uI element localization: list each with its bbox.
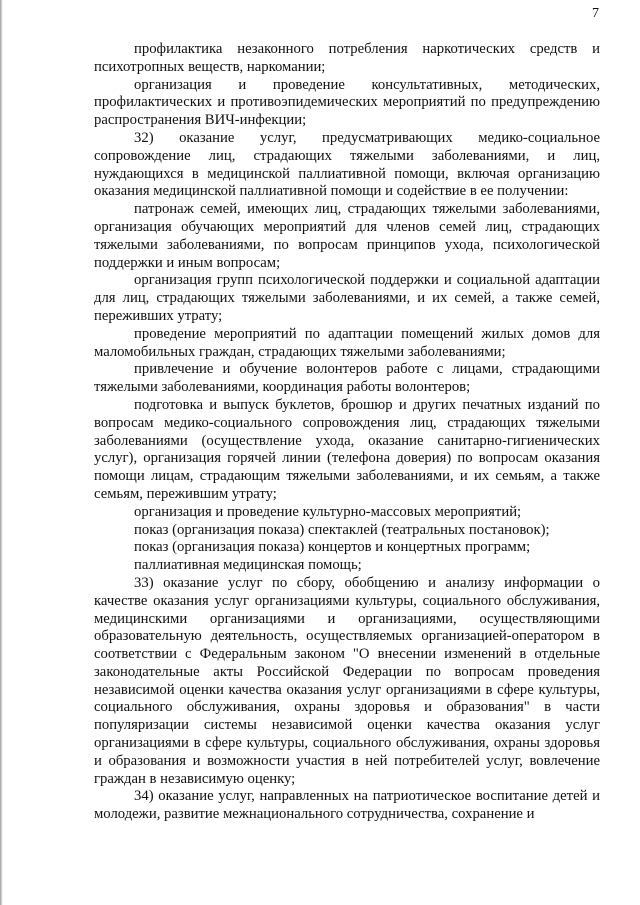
paragraph: патронаж семей, имеющих лиц, страдающих тяжелыми заболеваниями, организация обучающих мероприятий для членов семей лиц, страдающих тяжелыми заболеваниями, по вопросам принципов ухода, психологической поддержки и иным вопросам; [94,201,600,271]
scan-edge [0,0,3,905]
paragraph: организация групп психологической поддержки и социальной адаптации для лиц, страдающих тяжелыми заболеваниями, и их семей, а также семей, переживших утрату; [94,272,600,324]
document-body [94,41,600,824]
paragraph: показ (организация показа) спектаклей (театральных постановок); [134,521,550,538]
paragraph: организация и проведение культурно-массовых мероприятий; [134,503,522,520]
paragraph: 32) оказание услуг, предусматривающих медико-социальное сопровождение лиц, страдающих тяжелыми заболеваниями, и лиц, нуждающихся в медицинской паллиативной помощи, включая организацию оказания медицинской паллиативной помощи и содействие в ее получении: [94,129,600,200]
paragraph: 34) оказание услуг, направленных на патриотическое воспитание детей и молодежи, развитие межнационального сотрудничества, сохранение и [94,788,600,823]
paragraph: привлечение и обучение волонтеров работе с лицами, страдающими тяжелыми заболеваниями, координация работы волонтеров; [94,361,600,396]
paragraph: организация и проведение консультативных, методических, профилактических и противоэпидемических мероприятий по предупреждению распространения ВИЧ-инфекции; [94,76,600,129]
paragraph: профилактика незаконного потребления наркотических средств и психотропных веществ, наркомании; [94,41,600,75]
paragraph: подготовка и выпуск буклетов, брошюр и других печатных изданий по вопросам медико-социального сопровождения лиц, страдающих тяжелыми заболеваниями (осуществление ухода, оказание санитарно-гигиенических услуг), организация горячей линии (телефона доверия) по вопросам оказания помощи лицам, страдающим тяжелыми заболеваниями, и их семьям, а также семьям, пережившим утрату; [94,396,600,502]
paragraph: проведение мероприятий по адаптации помещений жилых домов для маломобильных граждан, страдающих тяжелыми заболеваниями; [94,325,600,360]
paragraph: показ (организация показа) концертов и концертных программ; [134,539,531,556]
page-number: 7 [592,6,599,21]
paragraph: паллиативная медицинская помощь; [134,557,362,574]
paragraph: 33) оказание услуг по сбору, обобщению и анализу информации о качестве оказания услуг организациями культуры, социального обслуживания, медицинскими организациями и организациями, осуществляющими образовательную деятельность, осуществляемых организацией-оператором в соответствии с Федеральным законом "О внесении изменений в отдельные законодательные акты Российской Федерации по вопросам проведения независимой оценки качества оказания услуг организациями в сфере культуры, социального обслуживания, охраны здоровья и образования" в части популяризации системы независимой оценки качества оказания услуг организациями в сфере культуры, социального обслуживания, охраны здоровья и образования и возможности участия в ней потребителей услуг, вовлечение граждан в независимую оценку; [94,574,600,787]
